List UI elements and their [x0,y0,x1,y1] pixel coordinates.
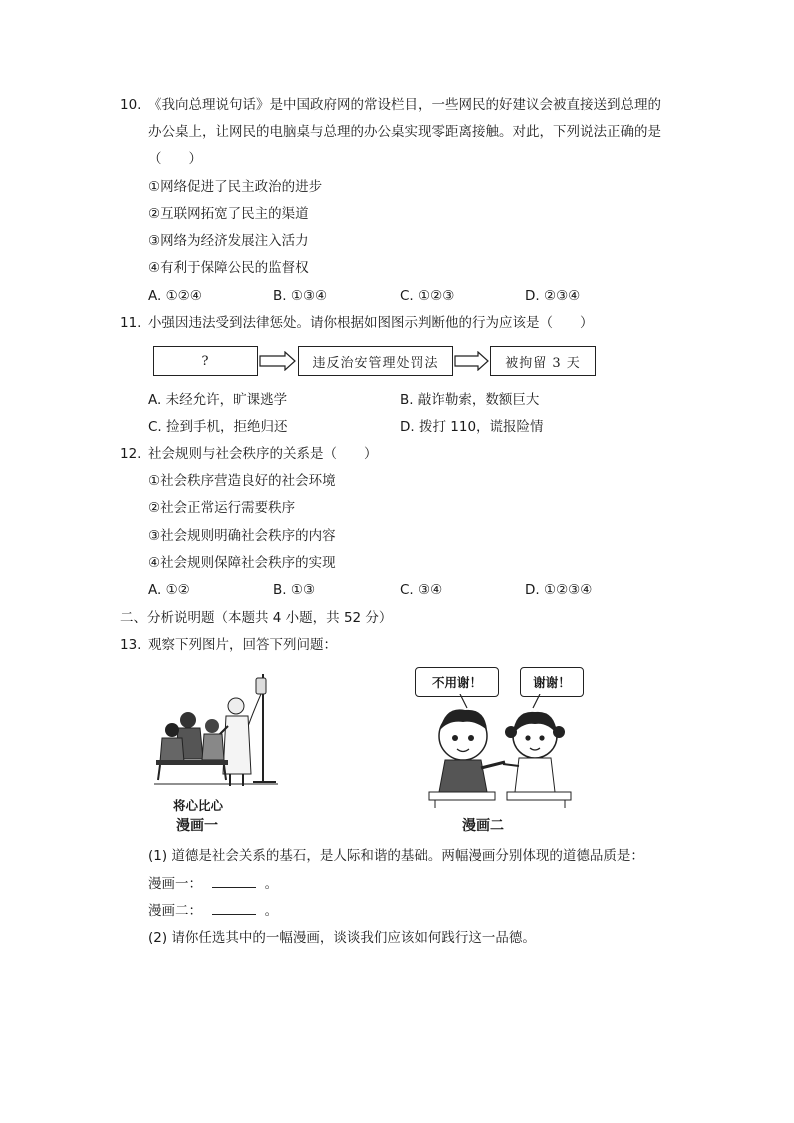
q10-item-4: ④有利于保障公民的监督权 [148,260,309,276]
q10-option-b: B. ①③④ [273,288,328,304]
cartoon-2-caption: 漫画二 [462,818,504,834]
q10-item-1: ①网络促进了民主政治的进步 [148,179,323,195]
q13-subquestion-2: (2) 请你任选其中的一幅漫画，谈谈我们应该如何践行这一品德。 [148,930,536,946]
q13-subquestion-1: (1) 道德是社会关系的基石，是人际和谐的基础。两幅漫画分别体现的道德品质是： [148,848,644,864]
answer-2-blank[interactable] [212,900,256,915]
cartoon-2-bubble-right: 谢谢！ [520,667,584,697]
q12-item-1: ①社会秩序营造良好的社会环境 [148,473,336,489]
q12-number: 12. [120,446,142,462]
q10-answer-paren: （ ） [148,151,202,167]
cartoon-2-bubble-left: 不用谢！ [415,667,499,697]
q13-number: 13. [120,637,142,653]
q11-option-d: D. 拨打 110，谎报险情 [400,419,544,435]
q11-option-c: C. 捡到手机，拒绝归还 [148,419,288,435]
answer-2-end: 。 [264,903,279,919]
q10-stem-line1: 《我向总理说句话》是中国政府网的常设栏目，一些网民的好建议会被直接送到总理的 [148,97,661,113]
answer-1-label: 漫画一： [148,876,202,892]
q13-answer-1-row [148,873,278,894]
q10-option-a: A. ①②④ [148,288,202,304]
flow-box-unknown: ? [153,346,258,376]
cartoon-1-illustration [148,664,288,794]
q10-option-c: C. ①②③ [400,288,455,304]
q10-option-d: D. ②③④ [525,288,581,304]
flow-box-detained: 被拘留 3 天 [490,346,596,376]
answer-2-label: 漫画二： [148,903,202,919]
q12-option-a: A. ①② [148,582,190,598]
cartoon-1-caption: 漫画一 [176,818,218,834]
cartoon-1-inner-label: 将心比心 [173,798,224,813]
q12-option-b: B. ①③ [273,582,316,598]
flow-arrow-1 [259,351,297,371]
flow-box-violation: 违反治安管理处罚法 [298,346,453,376]
q11-option-b: B. 敲诈勒索，数额巨大 [400,392,540,408]
q11-option-a: A. 未经允许，旷课逃学 [148,392,288,408]
q10-item-2: ②互联网拓宽了民主的渠道 [148,206,309,222]
answer-1-end: 。 [264,876,279,892]
q12-option-c: C. ③④ [400,582,443,598]
cartoon-2-illustration [425,694,575,810]
q12-stem: 社会规则与社会秩序的关系是（ ） [148,446,378,462]
q10-stem-line2: 办公桌上，让网民的电脑桌与总理的办公桌实现零距离接触。对此，下列说法正确的是 [148,124,661,140]
answer-1-blank[interactable] [212,873,256,888]
q11-number: 11. [120,315,142,331]
section-2-heading: 二、分析说明题（本题共 4 小题，共 52 分） [120,610,393,626]
q13-answer-2-row [148,900,278,921]
flow-arrow-2 [454,351,490,371]
q12-item-3: ③社会规则明确社会秩序的内容 [148,528,336,544]
q12-item-4: ④社会规则保障社会秩序的实现 [148,555,336,571]
q12-option-d: D. ①②③④ [525,582,593,598]
q10-number: 10. [120,97,142,113]
q13-stem: 观察下列图片，回答下列问题： [148,637,337,653]
q11-stem: 小强因违法受到法律惩处。请你根据如图图示判断他的行为应该是（ ） [148,315,594,331]
q12-item-2: ②社会正常运行需要秩序 [148,500,296,516]
q10-item-3: ③网络为经济发展注入活力 [148,233,309,249]
